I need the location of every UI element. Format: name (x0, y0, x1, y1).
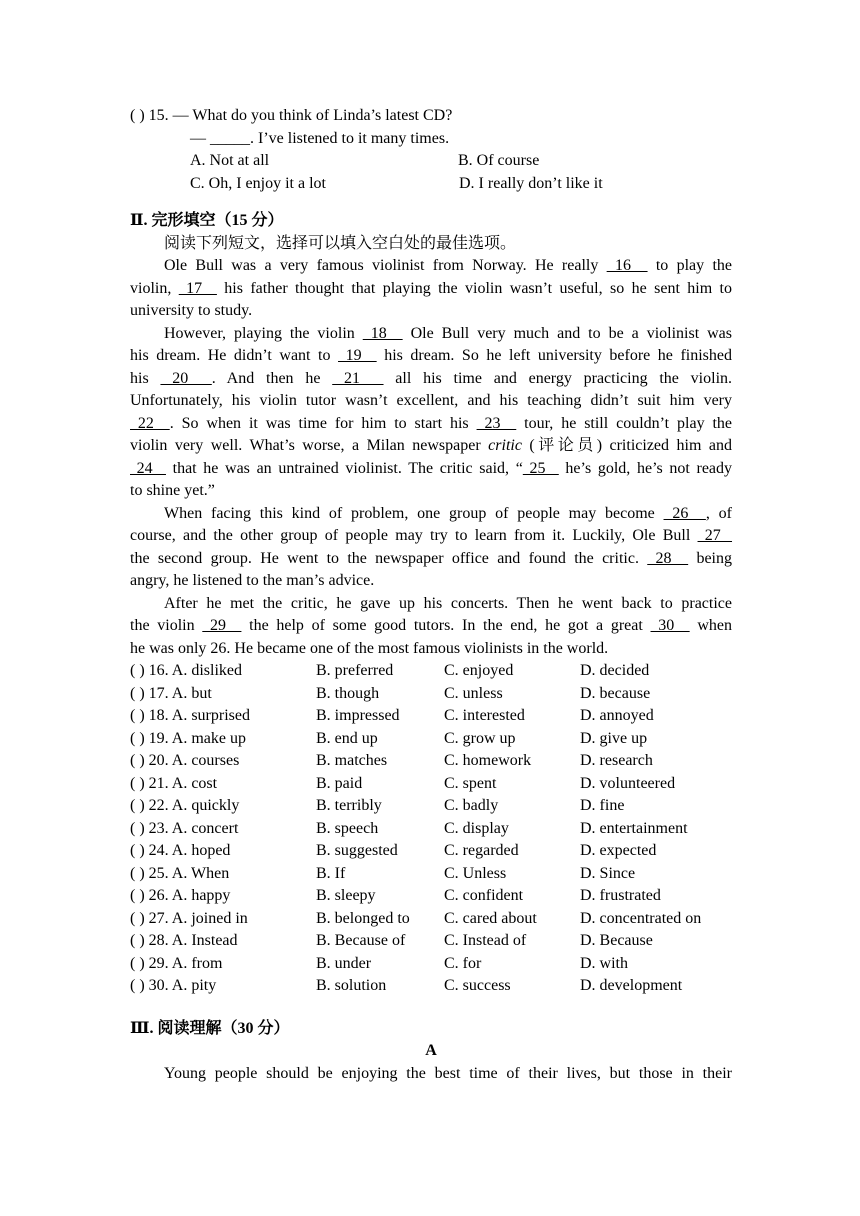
passage-text: , of (705, 504, 733, 522)
question-number-option-a: ( ) 16. A. disliked (130, 662, 242, 679)
passage-text: his dream. He didn’t want to (130, 347, 339, 364)
passage-line (130, 323, 732, 346)
option-b: B. sleepy (316, 887, 376, 904)
passage-text: the second group. He went to the newspaper office and found the critic. (130, 549, 648, 567)
italic-word: critic (488, 437, 522, 454)
passage-text: to shine yet.” (130, 482, 215, 499)
question-row (130, 930, 732, 953)
option-c: C. badly (444, 797, 499, 814)
option-d: D. because (580, 684, 651, 702)
option-b: B. suggested (316, 842, 398, 859)
exam-page (130, 105, 732, 1085)
option-d: D. concentrated on (580, 909, 702, 927)
option-b: B. terribly (316, 797, 382, 814)
passage-text: angry, he listened to the man’s advice. (130, 572, 375, 589)
option-b: B. belonged to (316, 909, 410, 927)
q15-option-b: B. Of course (458, 152, 540, 169)
option-c: C. Instead of (444, 932, 527, 949)
passage-text: violin very well. What’s worse, a Milan newspaper (130, 437, 489, 454)
passage-line (130, 413, 732, 436)
question-number-option-a: ( ) 30. A. pity (130, 977, 217, 994)
passage-text: tour, he still couldn’t play the (516, 414, 733, 432)
passage-text: when (689, 617, 733, 634)
passage-text: he’s gold, he’s not ready (558, 459, 733, 477)
passage-text: to play the (647, 257, 733, 274)
q15-option-c: C. Oh, I enjoy it a lot (190, 174, 326, 192)
blank-28: 28 (647, 549, 689, 567)
passage-text: . So when it was time for him to start his (169, 414, 477, 432)
option-d: D. development (580, 977, 683, 994)
question-row (130, 705, 732, 728)
question-row (130, 818, 732, 841)
passage-line (130, 300, 732, 323)
passage-line (130, 390, 732, 413)
option-b: B. solution (316, 977, 387, 994)
q15-stem: ( ) 15. — What do you think of Linda’s latest CD? (130, 107, 453, 124)
option-d: D. annoyed (580, 707, 654, 724)
blank-21: 21 (332, 369, 384, 387)
q15-options-row-1 (130, 150, 732, 173)
question-row (130, 953, 732, 976)
passage-text: all his time and energy practicing the violin. (383, 369, 733, 387)
cloze-passage (130, 255, 732, 660)
option-d: D. entertainment (580, 819, 688, 837)
option-d: D. decided (580, 662, 650, 679)
option-b: B. paid (316, 774, 363, 792)
passage-text: the violin (130, 617, 203, 634)
blank-26: 26 (663, 504, 706, 522)
blank-20: 20 (160, 369, 212, 387)
question-number-option-a: ( ) 23. A. concert (130, 819, 239, 837)
passage-text: course, and the other group of people may try to learn from it. Luckily, Ole Bull (130, 527, 698, 544)
question-number-option-a: ( ) 20. A. courses (130, 752, 240, 769)
passage-text: When facing this kind of problem, one group of people may become (164, 504, 664, 522)
question-number-option-a: ( ) 27. A. joined in (130, 909, 248, 927)
section-2-title: Ⅱ. 完形填空（15 分） (130, 212, 284, 229)
passage-line (130, 480, 732, 503)
passage-line (130, 503, 732, 526)
blank-16: 16 (606, 257, 648, 274)
question-number-option-a: ( ) 28. A. Instead (130, 932, 238, 949)
passage-text: his dream. So he left university before he finished (376, 347, 733, 364)
passage-text: his father thought that playing the violin wasn’t useful, so he sent him to (216, 279, 733, 297)
question-number-option-a: ( ) 22. A. quickly (130, 797, 240, 814)
blank-18: 18 (362, 324, 403, 342)
option-b: B. matches (316, 752, 388, 769)
option-c: C. spent (444, 774, 497, 792)
option-c: C. unless (444, 684, 503, 702)
passage-a-first-line: Young people should be enjoying the best time of their lives, but those in their (164, 1064, 732, 1082)
blank-24: 24 (130, 459, 166, 477)
blank-17: 17 (178, 279, 217, 297)
option-d: D. Since (580, 864, 636, 882)
passage-line (130, 593, 732, 616)
passage-line (130, 570, 732, 593)
option-b: B. Because of (316, 932, 406, 949)
blank-25: 25 (522, 459, 559, 477)
passage-text: (评论员) criticized him and (521, 437, 732, 454)
blank-27: 27 (697, 527, 733, 544)
passage-a-heading: A (425, 1042, 437, 1059)
option-b: B. end up (316, 729, 378, 747)
question-number-option-a: ( ) 19. A. make up (130, 729, 246, 747)
question-row (130, 660, 732, 683)
question-row (130, 773, 732, 796)
question-number-option-a: ( ) 17. A. but (130, 684, 212, 702)
cloze-questions (130, 660, 732, 998)
passage-line (130, 458, 732, 481)
passage-text: his (130, 369, 161, 387)
passage-line (130, 548, 732, 571)
option-c: C. display (444, 819, 509, 837)
passage-line (130, 278, 732, 301)
passage-text: that he was an untrained violinist. The critic said, “ (165, 459, 523, 477)
option-c: C. regarded (444, 842, 519, 859)
option-c: C. success (444, 977, 511, 994)
passage-text: Ole Bull very much and to be a violinist was (402, 324, 733, 342)
option-c: C. grow up (444, 729, 516, 747)
question-row (130, 840, 732, 863)
q15-option-d: D. I really don’t like it (459, 174, 603, 192)
option-d: D. with (580, 954, 628, 972)
question-number-option-a: ( ) 21. A. cost (130, 774, 218, 792)
option-d: D. frustrated (580, 887, 661, 904)
option-d: D. fine (580, 797, 625, 814)
passage-line (130, 345, 732, 368)
option-d: D. give up (580, 729, 648, 747)
option-c: C. homework (444, 752, 532, 769)
option-d: D. volunteered (580, 774, 676, 792)
passage-text: However, playing the violin (164, 324, 363, 342)
question-row (130, 683, 732, 706)
blank-19: 19 (338, 347, 377, 364)
question-row (130, 750, 732, 773)
q15-options-row-2 (130, 173, 732, 196)
passage-line (130, 368, 732, 391)
question-number-option-a: ( ) 24. A. hoped (130, 842, 231, 859)
passage-text: Ole Bull was a very famous violinist from Norway. He really (164, 257, 607, 274)
passage-text: the help of some good tutors. In the end, he got a great (241, 617, 651, 634)
option-c: C. cared about (444, 909, 537, 927)
question-number-option-a: ( ) 29. A. from (130, 954, 223, 972)
blank-29: 29 (202, 617, 242, 634)
passage-text: being (688, 549, 733, 567)
option-c: C. interested (444, 707, 525, 724)
option-c: C. for (444, 954, 482, 972)
option-c: C. confident (444, 887, 524, 904)
question-number-option-a: ( ) 25. A. When (130, 864, 230, 882)
option-d: D. expected (580, 842, 657, 859)
blank-22: 22 (130, 414, 170, 432)
option-c: C. enjoyed (444, 662, 514, 679)
question-row (130, 728, 732, 751)
blank-30: 30 (650, 617, 690, 634)
option-b: B. preferred (316, 662, 394, 679)
option-c: C. Unless (444, 864, 507, 882)
passage-text: . And then he (211, 369, 333, 387)
passage-line (130, 255, 732, 278)
blank-23: 23 (476, 414, 517, 432)
passage-line (130, 615, 732, 638)
question-row (130, 885, 732, 908)
section-3-title: Ⅲ. 阅读理解（30 分） (130, 1019, 290, 1037)
option-b: B. though (316, 684, 380, 702)
passage-line (130, 525, 732, 548)
q15-option-a: A. Not at all (190, 152, 270, 169)
passage-line (130, 435, 732, 458)
q15-reply: — _____. I’ve listened to it many times. (190, 129, 450, 147)
passage-text: Unfortunately, his violin tutor wasn’t excellent, and his teaching didn’t suit him very (130, 392, 732, 409)
option-b: B. under (316, 954, 372, 972)
passage-text: violin, (130, 279, 179, 297)
question-number-option-a: ( ) 26. A. happy (130, 887, 231, 904)
question-number-option-a: ( ) 18. A. surprised (130, 707, 250, 724)
question-row (130, 795, 732, 818)
option-b: B. If (316, 864, 346, 882)
question-row (130, 908, 732, 931)
question-row (130, 863, 732, 886)
section-2-instruction: 阅读下列短文，选择可以填入空白处的最佳选项。 (164, 234, 517, 252)
passage-line (130, 638, 732, 661)
question-row (130, 975, 732, 998)
option-b: B. speech (316, 819, 379, 837)
option-d: D. Because (580, 932, 653, 949)
passage-text: After he met the critic, he gave up his concerts. Then he went back to practice (164, 594, 732, 612)
option-d: D. research (580, 752, 653, 769)
passage-text: university to study. (130, 302, 253, 319)
passage-text: he was only 26. He became one of the most famous violinists in the world. (130, 639, 609, 657)
option-b: B. impressed (316, 707, 400, 724)
